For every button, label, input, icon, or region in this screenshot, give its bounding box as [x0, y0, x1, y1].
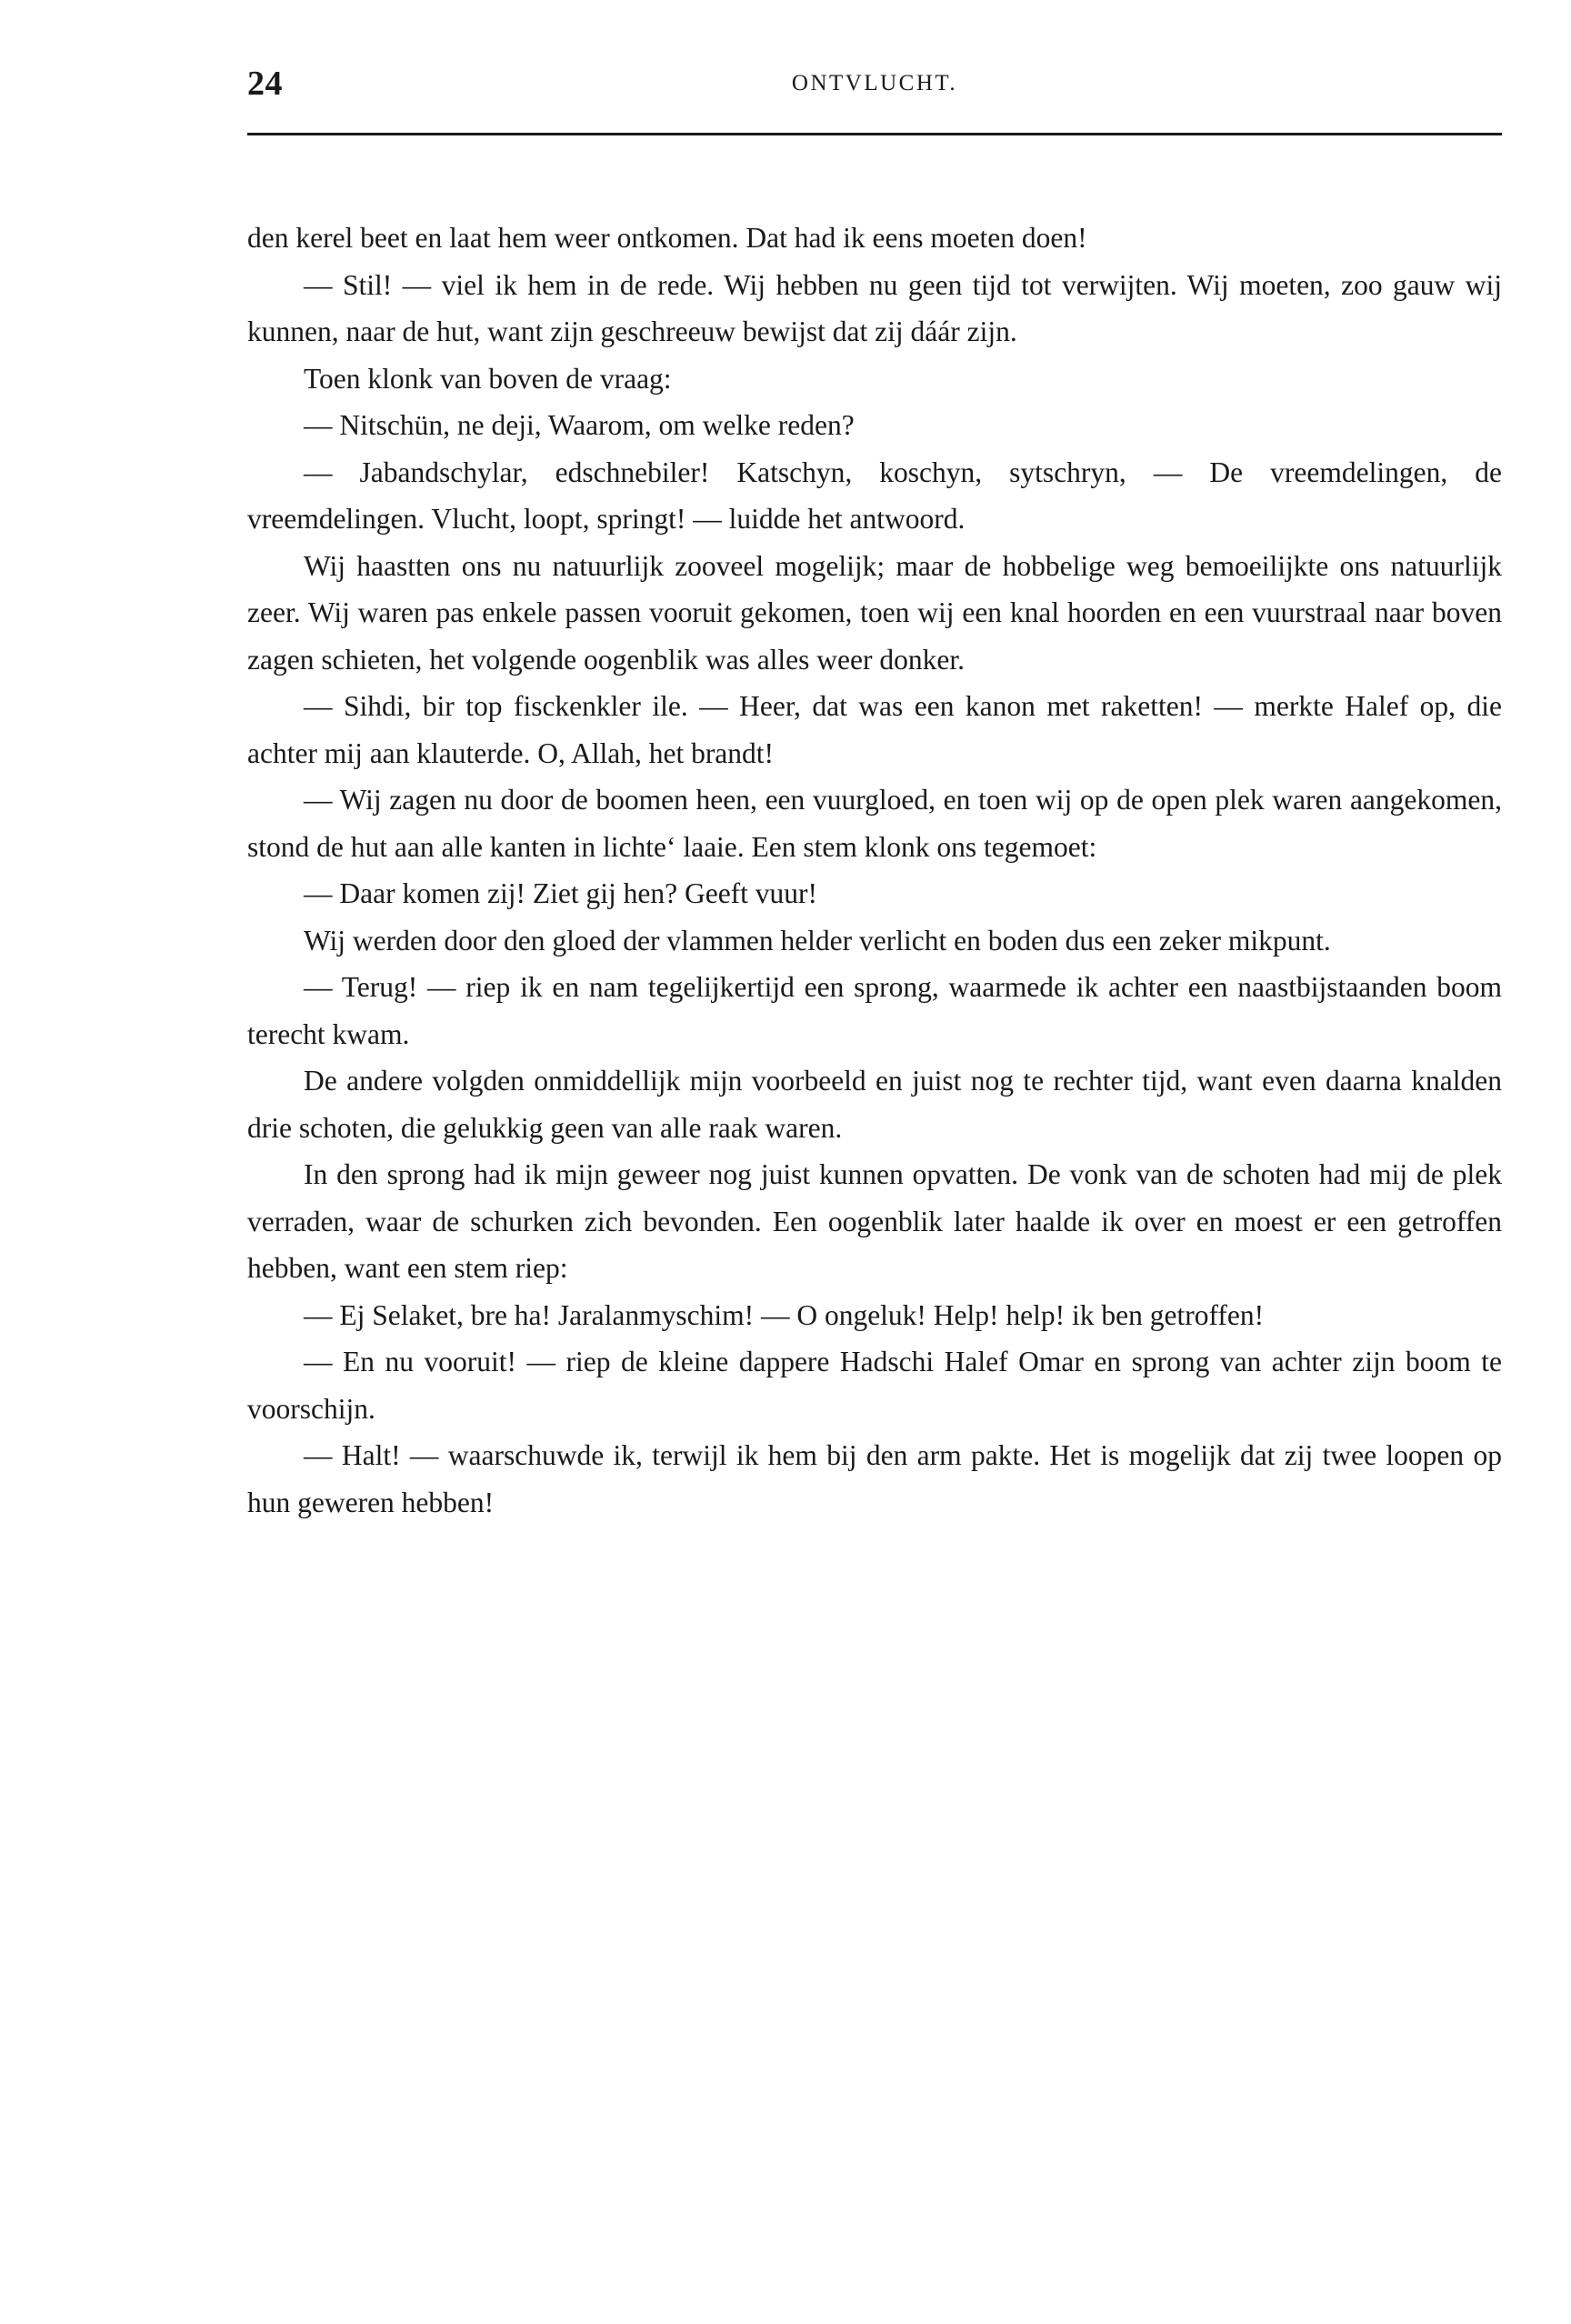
header-rule: [247, 133, 1502, 135]
paragraph: — Jabandschylar, edschnebiler! Katschyn, koschyn, sytschryn, — De vreemdelingen, de vreemdelingen. Vlucht, loopt, springt! — luidde het antwoord.: [247, 456, 1502, 535]
paragraph: — Stil! — viel ik hem in de rede. Wij hebben nu geen tijd tot verwijten. Wij moeten, zoo gauw wij kunnen, naar de hut, want zijn geschreeuw bewijst dat zij dáár zijn.: [247, 268, 1502, 347]
paragraph: De andere volgden onmiddellijk mijn voorbeeld en juist nog te rechter tijd, want even daarna knalden drie schoten, die gelukkig geen van alle raak waren.: [247, 1065, 1502, 1144]
paragraph: Wij haastten ons nu natuurlijk zooveel mogelijk; maar de hobbelige weg bemoeilijkte ons natuurlijk zeer. Wij waren pas enkele passen vooruit gekomen, toen wij een knal hoorden en een vuurstraal naar boven zagen schieten, het volgende oogenblik was alles weer donker.: [247, 549, 1502, 676]
running-head: ONTVLUCHT.: [791, 71, 958, 95]
paragraph: — Halt! — waarschuwde ik, terwijl ik hem bij den arm pakte. Het is mogelijk dat zij twee loopen op hun geweren hebben!: [247, 1439, 1502, 1518]
paragraph: — Wij zagen nu door de boomen heen, een vuurgloed, en toen wij op de open plek waren aangekomen, stond de hut aan alle kanten in lichte‘ laaie. Een stem klonk ons tegemoet:: [247, 784, 1502, 863]
paragraph: — Nitschün, ne deji, Waarom, om welke reden?: [304, 409, 855, 441]
body-text: [247, 215, 1502, 1526]
paragraph: — Terug! — riep ik en nam tegelijkertijd een sprong, waarmede ik achter een naastbijstaanden boom terecht kwam.: [247, 971, 1502, 1050]
paragraph: — Sihdi, bir top fisckenkler ile. — Heer, dat was een kanon met raketten! — merkte Halef op, die achter mij aan klauterde. O, Allah, het brandt!: [247, 690, 1502, 769]
page-number: 24: [247, 65, 283, 103]
paragraph: Toen klonk van boven de vraag:: [304, 362, 672, 395]
page-header: [247, 64, 1502, 116]
page-content: [247, 64, 1502, 1526]
paragraph: — Ej Selaket, bre ha! Jaralanmyschim! — O ongeluk! Help! help! ik ben getroffen!: [304, 1298, 1265, 1331]
paragraph: In den sprong had ik mijn geweer nog juist kunnen opvatten. De vonk van de schoten had mij de plek verraden, waar de schurken zich bevonden. Een oogenblik later haalde ik over en moest er een getroffen hebben, want een stem riep:: [247, 1158, 1502, 1284]
paragraph: — En nu vooruit! — riep de kleine dappere Hadschi Halef Omar en sprong van achter zijn boom te voorschijn.: [247, 1346, 1502, 1425]
paragraph: Wij werden door den gloed der vlammen helder verlicht en boden dus een zeker mikpunt.: [304, 924, 1331, 957]
paragraph: den kerel beet en laat hem weer ontkomen. Dat had ik eens moeten doen!: [247, 222, 1087, 254]
paragraph: — Daar komen zij! Ziet gij hen? Geeft vuur!: [304, 877, 818, 909]
